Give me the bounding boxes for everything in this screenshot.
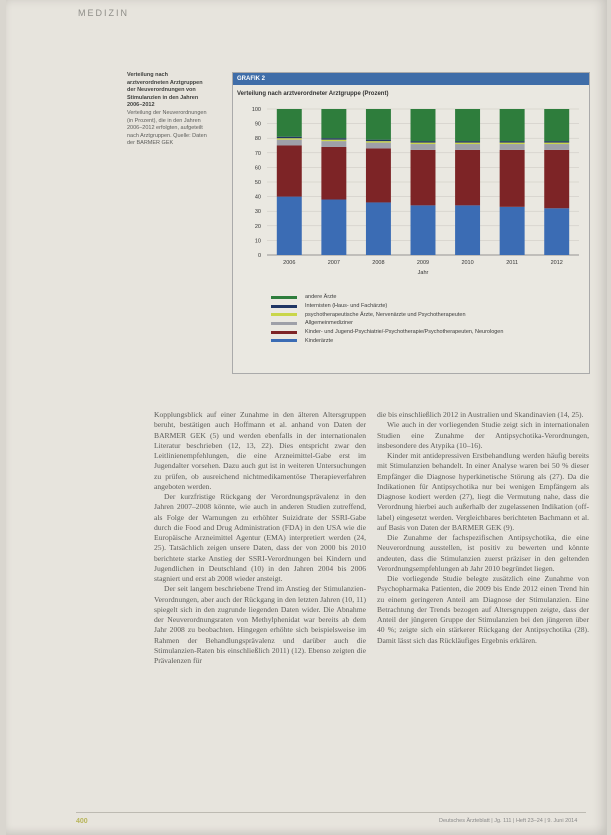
body-paragraph: die bis einschließlich 2012 in Australien und Skandinavien (14, 25).: [377, 410, 584, 419]
side-caption-heading: Verteilung nach arztverordneten Arztgruppen der Neuverordnungen von Stimulanzien in den Jahren 2006–2012: [127, 72, 203, 109]
legend-item: [241, 319, 581, 328]
bar-segment: [366, 202, 391, 255]
y-tick-label: 60: [254, 165, 261, 172]
y-tick-label: 100: [251, 107, 261, 113]
bar-segment: [500, 143, 525, 144]
y-tick-label: 70: [254, 150, 261, 157]
legend-label: andere Ärzte: [305, 294, 337, 301]
legend-label: psychotherapeutische Ärzte, Nervenärzte und Psychotherapeuten: [305, 311, 466, 318]
footer-rule: [76, 812, 586, 813]
x-tick-label: 2006: [283, 260, 296, 266]
bar-segment: [455, 205, 480, 255]
legend-label: Kinder- und Jugend-Psychiatrie/-Psychotherapie/Psychotherapeuten, Neurologen: [305, 329, 504, 336]
bar-segment: [366, 109, 391, 140]
x-tick-label: 2011: [506, 260, 519, 266]
bar-segment: [321, 141, 346, 147]
bar-segment: [455, 109, 480, 141]
body-paragraph: Wie auch in der vorliegenden Studie zeigt sich in internationalen Studien eine Zunahme der Antipsychotika-Verordnungen, insbesondere des Atypika (10–16).: [377, 420, 589, 450]
bar-segment: [544, 144, 569, 150]
bar-segment: [411, 144, 436, 150]
x-tick-label: 2007: [327, 260, 340, 266]
body-paragraph: Die Zunahme der fachspezifischen Antipsychotika, die eine Neuverordnung ausstellen, ist positiv zu bewerten und könnte andeuten, dass die Stimulanzien zuerst präziser in den geltenden Verordnungsempfehlungen ab Jahr 2010 begründet liegen.: [377, 533, 589, 573]
legend-item: [241, 293, 581, 302]
section-header: MEDIZIN: [78, 8, 129, 18]
y-tick-label: 40: [254, 194, 261, 201]
bar-segment: [366, 141, 391, 142]
bar-segment: [500, 109, 525, 141]
legend-label: Allgemeinmediziner: [305, 320, 353, 327]
x-axis-label: Jahr: [417, 270, 429, 276]
bar-segment: [366, 148, 391, 202]
bar-segment: [500, 141, 525, 142]
legend-swatch: [271, 296, 297, 299]
bar-segment: [277, 137, 302, 138]
bar-segment: [321, 138, 346, 139]
body-column-left: [154, 410, 366, 666]
bar-segment: [500, 150, 525, 207]
x-tick-label: 2008: [372, 260, 385, 266]
body-paragraph: Die vorliegende Studie belegte zusätzlich eine Zunahme von Psychopharmaka Patienten, die 2009 bis Ende 2012 einen Trend hin zu einem geringeren Anteil am Diagnose der Stimulanzien. Eine Betrachtung der Trends bezogen auf Altersgruppen zeigte, dass der Anteil der jüngeren Gruppe der Stimulanzien bei den jüngeren über 40 %; zeigte sich ein stärkerer Rückgang der Antipsychotika (28). Damit lässt sich das Rückläufiges Ergebnis erklären.: [377, 574, 589, 645]
bar-segment: [455, 144, 480, 150]
bar-segment: [544, 141, 569, 142]
legend-swatch: [271, 305, 297, 308]
body-column-right: [377, 410, 589, 646]
y-tick-label: 0: [257, 253, 261, 259]
x-tick-label: 2012: [550, 260, 563, 266]
bar-segment: [277, 109, 302, 137]
legend-swatch: [271, 313, 297, 316]
bar-segment: [500, 207, 525, 255]
legend-swatch: [271, 322, 297, 325]
bar-segment: [366, 140, 391, 141]
y-tick-label: 90: [254, 121, 261, 128]
y-tick-label: 30: [254, 209, 261, 216]
bar-segment: [321, 140, 346, 141]
bar-segment: [411, 150, 436, 205]
figure-label: GRAFIK 2: [233, 73, 589, 85]
body-paragraph: Der kurzfristige Rückgang der Verordnungsprävalenz in den Jahren 2007–2008 könnte, wie auch in anderen Studien zutreffend, als Folge der Warnungen zu erhöhter Suizidrate der SSRI-Gabe durch die Food and Drug Administration (FDA) in den USA wie die Europäische Arzneimittel Agentur (EMA) interpretiert werden (24, 25). Tatsächlich zeigen unsere Daten, dass der von 2000 bis 2010 berichtete starke Anstieg der SSRI-Verordnungen bei Kindern und Jugendlichen in Deutschland (10) in den Jahren 2004 bis 2006 stagniert und erst ab 2008 wieder ansteigt.: [154, 492, 366, 583]
bar-segment: [455, 150, 480, 205]
bar-segment: [321, 200, 346, 255]
legend-item: [241, 336, 581, 345]
bar-segment: [366, 143, 391, 149]
x-tick-label: 2010: [461, 260, 474, 266]
body-paragraph: Kopplungsblick auf einer Zunahme in den älteren Altersgruppen beruht, bestätigen auch Hoffmann et al. anhand von Daten der BARMER GEK (5) und werden ebenfalls in der internationalen Literatur beschrieben (12, 13, 22). Dies entspricht zwar den Leitlinienempfehlungen, die eine Arzneimittel-Gabe erst im Jugendalter vorsehen. Dazu auch gut ist in weiteren Untersuchungen zu prüfen, ob ausreichend nichtmedikamentöse Therapieverfahren angeboten werden.: [154, 410, 366, 491]
page-number: 400: [76, 818, 88, 825]
stacked-bar-chart: [233, 95, 589, 295]
legend-item: [241, 328, 581, 337]
legend-item: [241, 302, 581, 311]
figure-chart-box: [232, 72, 590, 374]
legend-label: Kinderärzte: [305, 337, 334, 344]
body-paragraph: Kinder mit antidepressiven Erstbehandlung werden häufig bereits mit Stimulanzien behandelt. In einer Analyse waren bei 50 % dieser Empfänger die Diagnose hyperkinetische Störung als (27). Da die Indikationen für Antipsychotika nur bei wenigen Empfängern als Diagnose kodiert werden (27), liegt die Vermutung nahe, dass die Verordnung hierbei auch außerhalb der zugelassenen Indikation (off-label) eingesetzt werden. Vergleichbares berichteten Bachmann et al. auf Basis von Daten der BARMER GEK (9).: [377, 451, 589, 532]
bar-segment: [455, 143, 480, 144]
y-tick-label: 50: [254, 180, 261, 186]
bar-segment: [411, 109, 436, 141]
bar-segment: [544, 109, 569, 141]
side-caption-text: Verteilung der Neuverordnungen (in Prozent), die in den Jahren 2006–2012 erfolgten, aufgeteilt nach Arztgruppen. Quelle: Daten der BARMER GEK: [127, 109, 207, 147]
legend-item: [241, 310, 581, 319]
body-paragraph: Der seit langem beschriebene Trend im Anstieg der Stimulanzien-Verordnungen, aber auch der Rückgang in den letzten Jahren (10, 11) spiegelt sich in den zugrunde liegenden Daten wider. Die Abnahme der Neuverordnungsraten von Methylphenidat war bereits ab dem Jahr 2008 zu beobachten. Hingegen erhöhte sich beispielsweise im Rahmen der Behandlungsprävalenz und darüber auch die Stimulanzien-Raten bis einschließlich 2011) (12). Ebenso zeigten die Prävalenzen für: [154, 584, 366, 665]
bar-segment: [455, 141, 480, 142]
bar-segment: [277, 138, 302, 139]
chart-title: Verteilung nach arztverordneter Arztgruppe (Prozent): [237, 91, 389, 97]
bar-segment: [321, 147, 346, 200]
bar-segment: [411, 205, 436, 255]
x-tick-label: 2009: [416, 260, 430, 266]
figure-side-caption: [127, 72, 211, 148]
y-tick-label: 20: [254, 223, 261, 230]
journal-footer: Deutsches Ärzteblatt | Jg. 111 | Heft 23–24 | 9. Juni 2014: [439, 818, 578, 824]
bar-segment: [411, 143, 436, 144]
bar-segment: [544, 208, 569, 255]
bar-segment: [277, 197, 302, 255]
bar-segment: [544, 150, 569, 208]
chart-legend: [241, 293, 581, 345]
bar-segment: [277, 140, 302, 146]
bar-segment: [321, 109, 346, 138]
legend-label: Internisten (Haus- und Fachärzte): [305, 303, 388, 310]
bar-segment: [544, 143, 569, 144]
legend-swatch: [271, 331, 297, 334]
bar-segment: [277, 146, 302, 197]
bar-segment: [500, 144, 525, 150]
bar-segment: [411, 141, 436, 142]
journal-page: [6, 0, 607, 835]
y-tick-label: 80: [254, 136, 261, 143]
y-tick-label: 10: [254, 238, 261, 245]
legend-swatch: [271, 339, 297, 342]
